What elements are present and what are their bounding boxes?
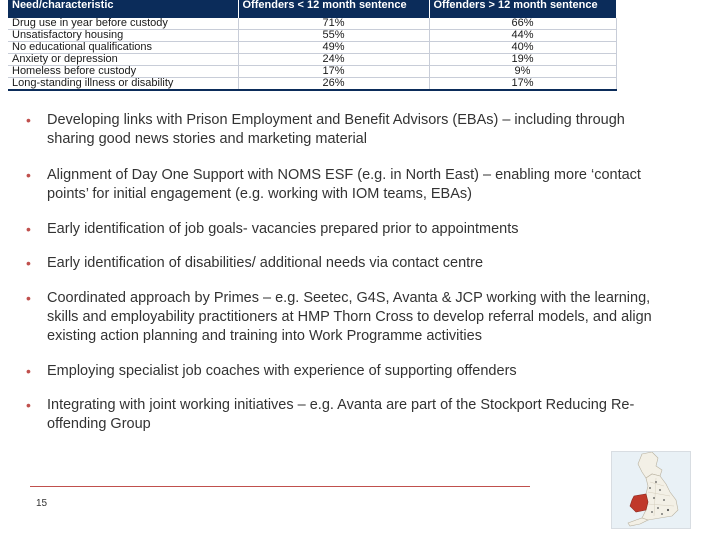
table-row xyxy=(8,42,616,54)
list-item-text: Integrating with joint working initiatives – e.g. Avanta are part of the Stockport Reducing Re-offending Group xyxy=(47,397,635,432)
table-header-row xyxy=(8,0,616,18)
footer-divider xyxy=(30,486,530,487)
row-label: Homeless before custody xyxy=(8,66,238,78)
list-item-text: Employing specialist job coaches with experience of supporting offenders xyxy=(47,363,517,379)
list-item xyxy=(26,166,676,204)
cell-short-sentence: 55% xyxy=(238,30,429,42)
bullet-icon: • xyxy=(26,112,31,128)
cell-long-sentence: 66% xyxy=(429,18,616,30)
needs-table xyxy=(8,0,617,91)
bullet-icon: • xyxy=(26,363,31,379)
list-item-text: Early identification of disabilities/ additional needs via contact centre xyxy=(47,255,484,271)
cell-short-sentence: 49% xyxy=(238,42,429,54)
cell-long-sentence: 19% xyxy=(429,54,616,66)
table-row xyxy=(8,54,616,66)
table-row xyxy=(8,18,616,30)
list-item xyxy=(26,362,676,381)
table-row xyxy=(8,78,616,91)
row-label: Anxiety or depression xyxy=(8,54,238,66)
column-header: Offenders > 12 month sentence xyxy=(429,0,616,18)
column-header: Offenders < 12 month sentence xyxy=(238,0,429,18)
cell-long-sentence: 17% xyxy=(429,78,616,91)
row-label: Drug use in year before custody xyxy=(8,18,238,30)
row-label: Long-standing illness or disability xyxy=(8,78,238,91)
list-item xyxy=(26,111,676,149)
list-item-text: Alignment of Day One Support with NOMS ESF (e.g. in North East) – enabling more ‘contact points’ for initial engagement (e.g. working with IOM teams, EBAs) xyxy=(47,167,641,202)
row-label: No educational qualifications xyxy=(8,42,238,54)
cell-long-sentence: 44% xyxy=(429,30,616,42)
page-number: 15 xyxy=(36,498,48,509)
bullet-icon: • xyxy=(26,255,31,271)
uk-map-icon xyxy=(612,452,690,528)
table-row xyxy=(8,30,616,42)
cell-long-sentence: 9% xyxy=(429,66,616,78)
row-label: Unsatisfactory housing xyxy=(8,30,238,42)
cell-short-sentence: 24% xyxy=(238,54,429,66)
cell-short-sentence: 26% xyxy=(238,78,429,91)
list-item xyxy=(26,254,676,273)
list-item-text: Coordinated approach by Primes – e.g. Seetec, G4S, Avanta & JCP working with the learning, skills and employability practitioners at HMP Thorn Cross to develop referral models, and align existing action planning and training into Work Programme activities xyxy=(47,290,652,344)
cell-long-sentence: 40% xyxy=(429,42,616,54)
cell-short-sentence: 71% xyxy=(238,18,429,30)
list-item xyxy=(26,289,676,346)
column-header: Need/characteristic xyxy=(8,0,238,18)
bullet-icon: • xyxy=(26,397,31,413)
cell-short-sentence: 17% xyxy=(238,66,429,78)
table-row xyxy=(8,66,616,78)
uk-map-image xyxy=(611,451,691,529)
bullet-icon: • xyxy=(26,290,31,306)
list-item-text: Early identification of job goals- vacancies prepared prior to appointments xyxy=(47,221,519,237)
bullet-icon: • xyxy=(26,221,31,237)
list-item-text: Developing links with Prison Employment and Benefit Advisors (EBAs) – including through sharing good news stories and marketing material xyxy=(47,112,625,147)
bullet-icon: • xyxy=(26,167,31,183)
list-item xyxy=(26,220,676,239)
list-item xyxy=(26,396,676,434)
